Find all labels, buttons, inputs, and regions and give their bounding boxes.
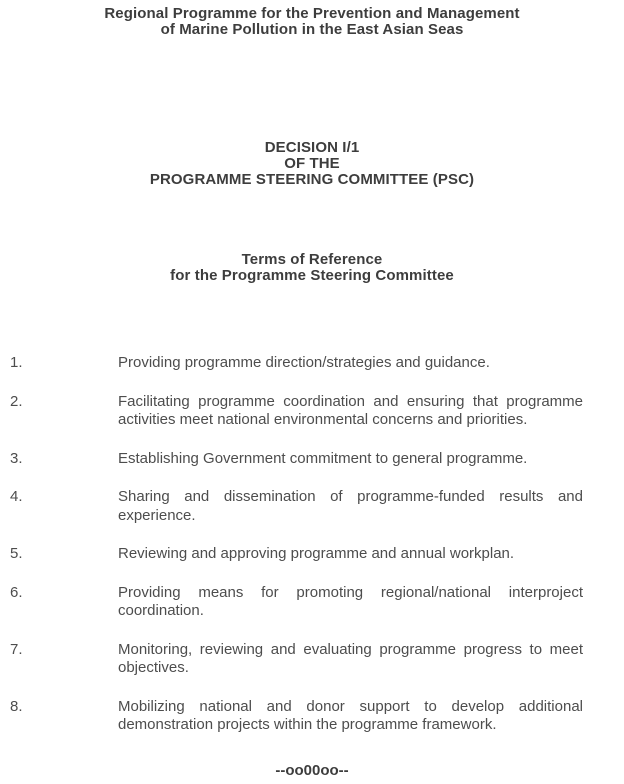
list-item (10, 545, 624, 564)
list-item (10, 488, 624, 525)
subtitle-line2: for the Programme Steering Committee (170, 267, 454, 284)
decision-heading-line2: OF THE (284, 155, 340, 172)
terms-of-reference-subtitle (0, 252, 624, 284)
list-item (10, 354, 624, 373)
decision-heading-line1: DECISION I/1 (264, 139, 360, 156)
list-item (10, 393, 624, 430)
document-title-line1: Regional Programme for the Prevention and Management (104, 5, 520, 22)
item-number: 5. (10, 545, 23, 562)
document-title-line2: of Marine Pollution in the East Asian Seas (160, 21, 464, 38)
item-text: Providing means for promoting regional/national interproject coordination. (118, 583, 583, 619)
item-number: 8. (10, 697, 23, 715)
item-number: 1. (10, 354, 23, 371)
item-number: 7. (10, 640, 23, 658)
item-number: 2. (10, 392, 23, 410)
document-title (0, 6, 624, 38)
item-number: 6. (10, 583, 23, 601)
item-number: 3. (10, 449, 23, 467)
item-text: Providing programme direction/strategies and guidance. (118, 354, 490, 371)
footer-separator: --oo00oo-- (275, 761, 349, 779)
item-text: Establishing Government commitment to general programme. (118, 449, 528, 467)
subtitle-line1: Terms of Reference (241, 251, 383, 268)
decision-heading (0, 140, 624, 188)
decision-heading-line3: PROGRAMME STEERING COMMITTEE (PSC) (149, 171, 475, 188)
list-item (10, 698, 624, 735)
item-text: Sharing and dissemination of programme-funded results and experience. (118, 488, 583, 524)
terms-list (0, 354, 624, 735)
item-text: Monitoring, reviewing and evaluating programme progress to meet objectives. (118, 640, 583, 676)
item-text: Facilitating programme coordination and ensuring that programme activities meet national environmental concerns and priorities. (118, 392, 583, 428)
list-item (10, 584, 624, 621)
list-item (10, 450, 624, 469)
item-number: 4. (10, 488, 23, 505)
item-text: Mobilizing national and donor support to develop additional demonstration projects within the programme framework. (118, 697, 583, 733)
list-item (10, 641, 624, 678)
item-text: Reviewing and approving programme and annual workplan. (118, 545, 515, 562)
